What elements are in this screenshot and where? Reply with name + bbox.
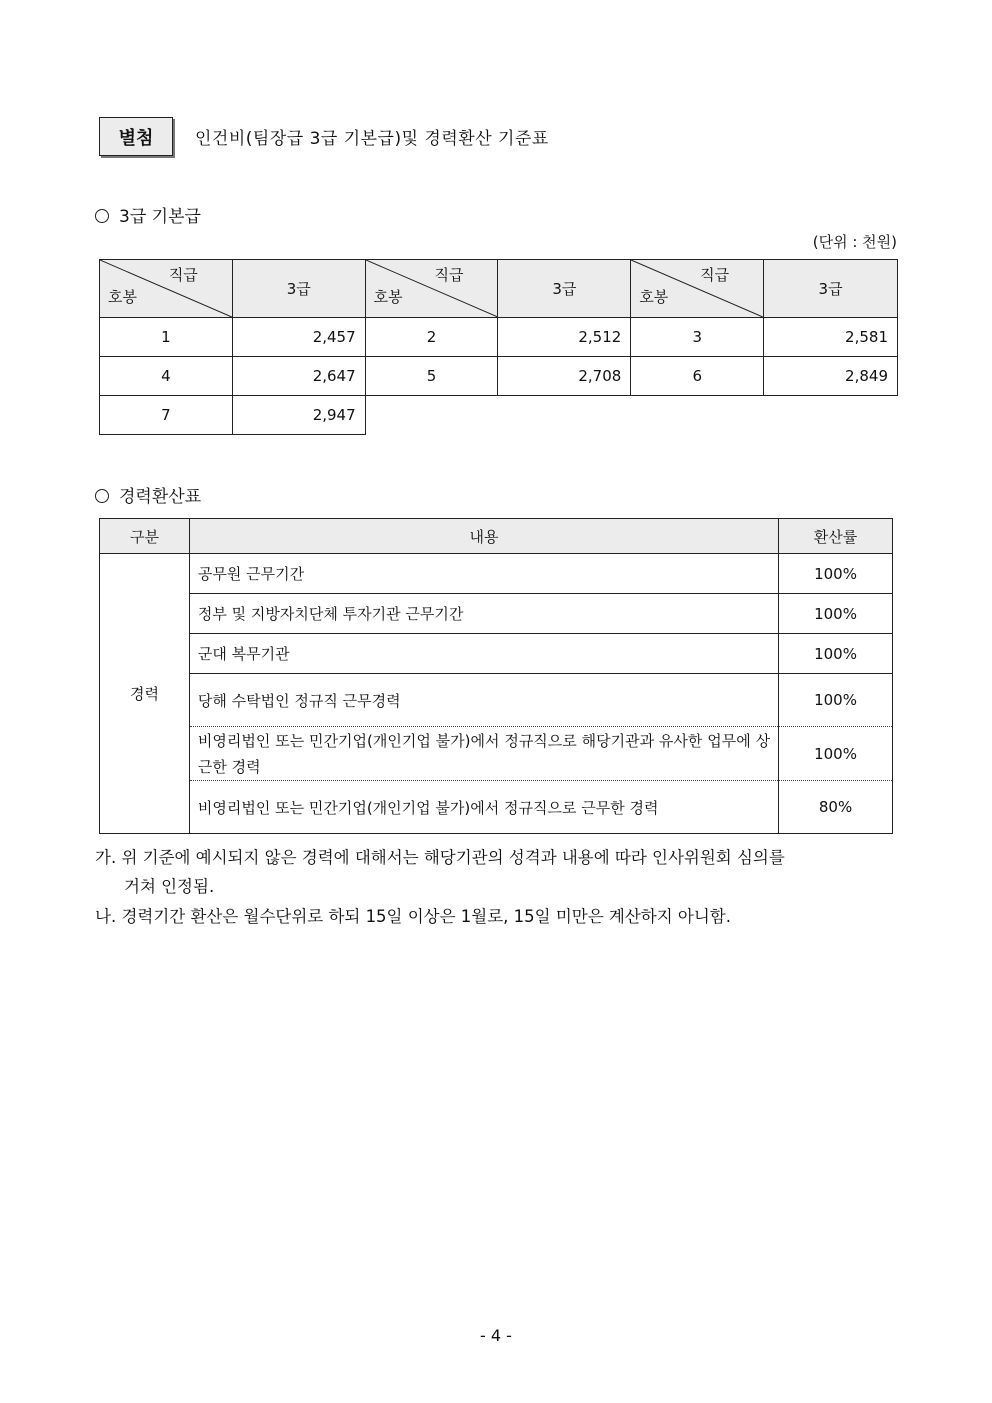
amount-cell: 2,512	[498, 318, 631, 357]
step-label: 호봉	[108, 288, 137, 306]
rate-cell: 100%	[779, 594, 893, 634]
step-cell: 5	[365, 357, 498, 396]
amount-cell: 2,849	[764, 357, 898, 396]
table-header-row	[100, 519, 893, 554]
step-cell: 7	[100, 396, 233, 435]
section2-heading	[95, 482, 201, 507]
amount-cell: 2,947	[232, 396, 365, 435]
content-cell: 당해 수탁법인 정규직 근무경력	[189, 674, 778, 727]
grade-header: 3급	[232, 260, 365, 318]
amount-cell: 2,457	[232, 318, 365, 357]
table-row	[100, 357, 898, 396]
note-text: 경력기간 환산은 월수단위로 하되 15일 이상은 1월로, 15일 미만은 계산하지 아니함.	[121, 907, 731, 926]
page-number: - 4 -	[480, 1326, 512, 1345]
content-cell: 정부 및 지방자치단체 투자기관 근무기간	[189, 594, 778, 634]
diagonal-header-cell	[631, 260, 764, 318]
header-category: 구분	[100, 519, 190, 554]
document-title: 인건비(팀장급 3급 기본급)및 경력환산 기준표	[195, 129, 549, 149]
content-cell: 공무원 근무기간	[189, 554, 778, 594]
content-cell: 비영리법인 또는 민간기업(개인기업 불가)에서 정규직으로 해당기관과 유사한 업무에 상근한 경력	[189, 727, 778, 781]
step-label: 호봉	[639, 288, 669, 306]
attachment-badge: 별첨	[99, 117, 173, 156]
note-b	[95, 902, 900, 931]
content-cell: 군대 복무기관	[189, 634, 778, 674]
grade-header: 3급	[764, 260, 898, 318]
section1-title: 3급 기본급	[119, 207, 201, 227]
table-row	[100, 318, 898, 357]
grade-label: 직급	[434, 266, 464, 284]
amount-cell: 2,581	[764, 318, 898, 357]
note-text-continued: 거쳐 인정됨.	[124, 877, 215, 896]
table-row	[100, 594, 893, 634]
grade-label: 직급	[168, 266, 198, 284]
grade-header: 3급	[498, 260, 631, 318]
step-cell: 3	[631, 318, 764, 357]
table-row	[100, 674, 893, 727]
note-text: 위 기준에 예시되지 않은 경력에 대해서는 해당기관의 성격과 내용에 따라 인사위원회 심의를	[121, 848, 785, 867]
rate-cell: 80%	[779, 781, 893, 834]
rate-cell: 100%	[779, 674, 893, 727]
rate-cell: 100%	[779, 554, 893, 594]
amount-cell: 2,708	[498, 357, 631, 396]
unit-label: (단위 : 천원)	[812, 233, 897, 251]
table-header-row	[100, 260, 898, 318]
note-label: 가.	[95, 848, 117, 867]
category-cell: 경력	[100, 554, 190, 834]
grade-label: 직급	[700, 266, 730, 284]
rate-cell: 100%	[779, 634, 893, 674]
note-label: 나.	[95, 907, 117, 926]
base-pay-table	[99, 259, 898, 435]
section1-heading	[95, 202, 201, 227]
content-cell: 비영리법인 또는 민간기업(개인기업 불가)에서 정규직으로 근무한 경력	[189, 781, 778, 834]
career-conversion-table	[99, 518, 893, 834]
table-row	[100, 396, 898, 435]
header-rate: 환산률	[779, 519, 893, 554]
rate-cell: 100%	[779, 727, 893, 781]
diagonal-header-cell	[365, 260, 498, 318]
section2-title: 경력환산표	[119, 487, 202, 507]
table-row	[100, 554, 893, 594]
table-row	[100, 634, 893, 674]
step-cell: 2	[365, 318, 498, 357]
table-row	[100, 781, 893, 834]
circle-bullet-icon	[95, 489, 109, 503]
header-content: 내용	[189, 519, 778, 554]
step-cell: 6	[631, 357, 764, 396]
step-label: 호봉	[373, 288, 403, 306]
table-row	[100, 727, 893, 781]
note-a	[95, 843, 900, 901]
circle-bullet-icon	[95, 209, 109, 223]
amount-cell: 2,647	[232, 357, 365, 396]
step-cell: 4	[100, 357, 233, 396]
diagonal-header-cell	[100, 260, 233, 318]
step-cell: 1	[100, 318, 233, 357]
